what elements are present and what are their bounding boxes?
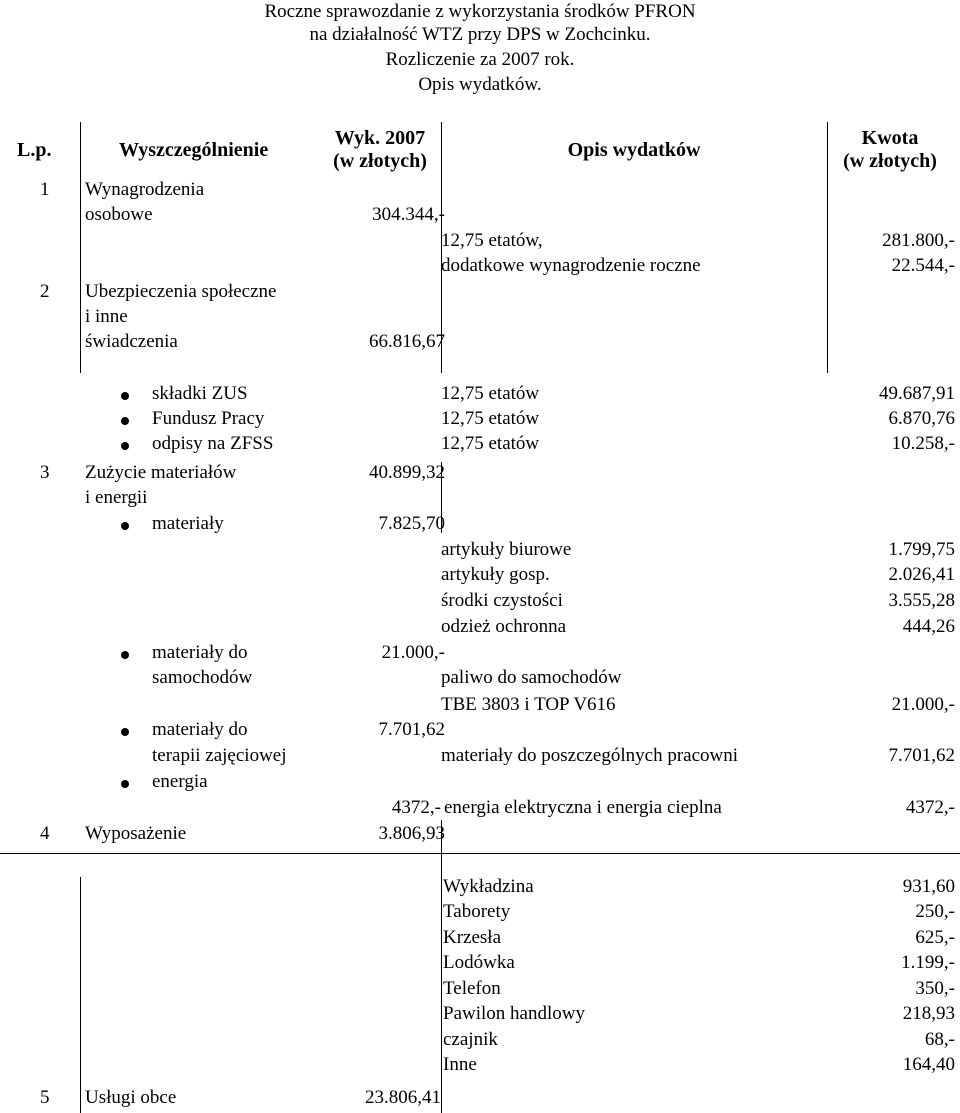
amount: 6.870,76 [888,408,955,429]
grid-line-lp-lower [80,877,81,1113]
item-name: Zużycie materiałów [85,462,237,483]
item-name: i energii [85,487,148,508]
amount: 68,- [924,1029,955,1050]
title-line-1: Roczne sprawozdanie z wykorzystania środków PFRON [264,1,696,22]
item-name: Usługi obce [85,1087,177,1108]
header-wyk-line1: Wyk. 2007 [334,127,426,149]
grid-line-horizontal [0,853,960,854]
amount: 2.026,41 [888,564,955,585]
header-lp: L.p. [17,139,52,161]
sub-item-name: składki ZUS [152,383,248,404]
item-name: osobowe [85,204,153,225]
description: artykuły gosp. [441,564,550,585]
amount: 1.199,- [901,952,955,973]
amount: 350,- [915,978,955,999]
sub-wyk-value: 7.825,70 [378,513,445,534]
header-kwota-line2: (w złotych) [843,150,937,172]
wyk-value: 23.806,41 [365,1087,441,1108]
row-number: 3 [40,462,50,483]
header-wyk-line2: (w złotych) [333,150,427,172]
description: 12,75 etatów, [441,230,543,251]
amount: 250,- [915,901,955,922]
sub-item-name: Fundusz Pracy [152,408,265,429]
sub-wyk-value: 7.701,62 [378,719,445,740]
description: Inne [443,1054,477,1075]
grid-line-lp [80,122,81,373]
title-line-3: Rozliczenie za 2007 rok. [385,49,575,70]
description: czajnik [443,1029,498,1050]
title-line-4: Opis wydatków. [418,74,542,95]
description: TBE 3803 i TOP V616 [441,694,616,715]
description: Krzesła [443,927,502,948]
wyk-value: 3.806,93 [378,823,445,844]
description: dodatkowe wynagrodzenie roczne [441,255,701,276]
description: 12,75 etatów [441,383,540,404]
bullet-icon [121,728,129,736]
header-item: Wyszczególnienie [119,139,269,161]
sub-item-name: energia [152,771,208,792]
wyk-value: 66.816,67 [369,331,445,352]
description: Lodówka [443,952,515,973]
wyk-value: 40.899,32 [369,462,445,483]
amount: 1.799,75 [888,539,955,560]
amount: 281.800,- [882,230,955,251]
amount: 21.000,- [891,694,955,715]
description: energia elektryczna i energia cieplna [444,797,722,818]
amount: 444,26 [902,616,955,637]
header-opis: Opis wydatków [567,139,701,161]
description: środki czystości [441,590,563,611]
sub-item-name: materiały [152,513,224,534]
amount: 3.555,28 [888,590,955,611]
description: materiały do poszczególnych pracowni [441,745,739,766]
description: 12,75 etatów [441,433,540,454]
bullet-icon [121,651,129,659]
description: Telefon [443,978,501,999]
row-number: 1 [40,179,50,200]
sub-item-name: terapii zajęciowej [152,745,287,766]
amount: 164,40 [902,1054,955,1075]
header-kwota-line1: Kwota [861,127,919,149]
amount: 625,- [915,927,955,948]
sub-item-name: samochodów [152,667,253,688]
sub-wyk-value: 21.000,- [381,642,445,663]
bullet-icon [121,417,129,425]
item-name: Ubezpieczenia społeczne [85,281,277,302]
item-name: świadczenia [85,331,178,352]
description: Pawilon handlowy [443,1003,585,1024]
amount: 4372,- [905,797,955,818]
amount: 7.701,62 [888,745,955,766]
sub-item-name: odpisy na ZFSS [152,433,274,454]
bullet-icon [121,442,129,450]
row-number: 4 [40,823,50,844]
amount: 931,60 [902,876,955,897]
description: odzież ochronna [441,616,567,637]
grid-line-wyk-3 [441,820,442,1113]
bullet-icon [121,392,129,400]
item-name: i inne [85,306,128,327]
amount: 22.544,- [891,255,955,276]
sub-item-name: materiały do [152,719,248,740]
item-name: Wyposażenie [85,823,187,844]
description: Wykładzina [443,876,534,897]
row-number: 2 [40,281,50,302]
description: paliwo do samochodów [441,667,622,688]
description: Taborety [443,901,511,922]
item-name: Wynagrodzenia [85,179,205,200]
description: artykuły biurowe [441,539,572,560]
sub-item-name: materiały do [152,642,248,663]
bullet-icon [121,522,129,530]
amount: 218,93 [902,1003,955,1024]
description: 12,75 etatów [441,408,540,429]
row-number: 5 [40,1087,50,1108]
amount: 10.258,- [891,433,955,454]
title-line-2: na działalność WTZ przy DPS w Zochcinku. [309,24,651,45]
bullet-icon [121,780,129,788]
wyk-value: 304.344,- [372,204,445,225]
sub-wyk-value: 4372,- [391,797,441,818]
amount: 49.687,91 [879,383,955,404]
